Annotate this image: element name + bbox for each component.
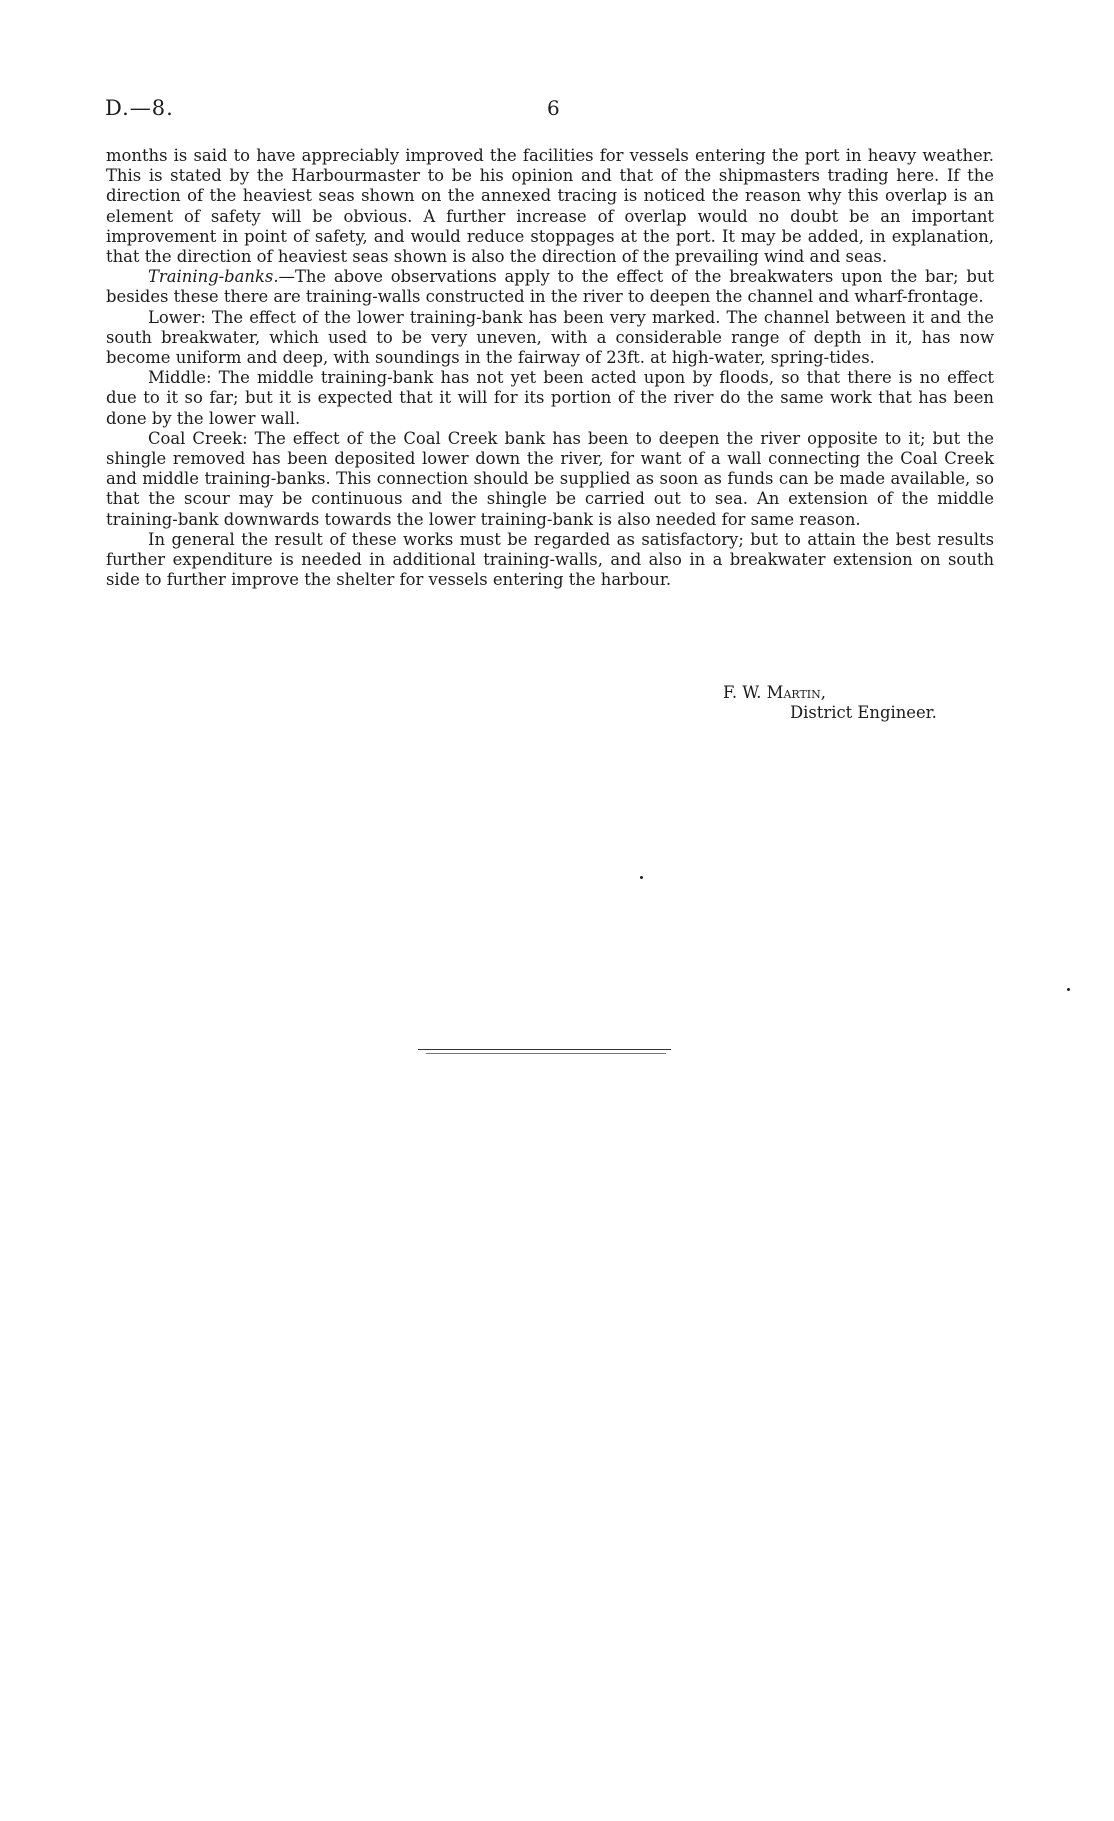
document-reference: D.—8. (105, 96, 174, 120)
paragraph-lower: Lower: The effect of the lower training-bank has been very marked. The channel between it and the south breakwater, which used to be very uneven, with a considerable range of depth in it, has now become uniform and deep, with soundings in the fairway of 23ft. at high-water, spring-tides. (106, 307, 994, 368)
paragraph-training-banks (106, 267, 994, 307)
signatory-title: District Engineer. (790, 703, 937, 722)
signatory-surname: Martin, (766, 683, 826, 702)
signatory-name (723, 683, 826, 703)
end-rule (418, 1049, 671, 1050)
paragraph-continuation: months is said to have appreciably improved the facilities for vessels entering the port in heavy weather. This is stated by the Harbourmaster to be his opinion and that of the shipmasters trading here. If the direction of the heaviest seas shown on the annexed tracing is noticed the reason why this overlap is an element of safety will be obvious. A further increase of overlap would no doubt be an important improvement in point of safety, and would reduce stoppages at the port. It may be added, in explanation, that the direction of heaviest seas shown is also the direction of the prevailing wind and seas. (106, 146, 994, 267)
paragraph-general: In general the result of these works must be regarded as satisfactory; but to attain the best results further expenditure is needed in additional training-walls, and also in a breakwater extension on south side to further improve the shelter for vessels entering the harbour. (106, 529, 994, 590)
scan-speck (1067, 988, 1070, 991)
scan-speck (640, 876, 643, 879)
section-heading-training-banks: Training-banks. (148, 267, 279, 287)
paragraph-coal-creek: Coal Creek: The effect of the Coal Creek bank has been to deepen the river opposite to it; but the shingle removed has been deposited lower down the river, for want of a wall connecting the Coal Creek and middle training-banks. This connection should be supplied as soon as funds can be made available, so that the scour may be continuous and the shingle be carried out to sea. An extension of the middle training-bank downwards towards the lower training-bank is also needed for same reason. (106, 428, 994, 529)
body-text (106, 146, 994, 590)
end-rule-secondary (426, 1053, 666, 1054)
paragraph-training-banks-body: —The above observations apply to the effect of the breakwaters upon the bar; but besides these there are training-walls constructed in the river to deepen the channel and wharf-frontage. (106, 267, 994, 307)
page-header (105, 96, 1005, 126)
page-number: 6 (547, 96, 560, 120)
signatory-initials: F. W. (723, 683, 762, 702)
paragraph-middle: Middle: The middle training-bank has not yet been acted upon by floods, so that there is no effect due to it so far; but it is expected that it will for its portion of the river do the same work that has been done by the lower wall. (106, 368, 994, 428)
